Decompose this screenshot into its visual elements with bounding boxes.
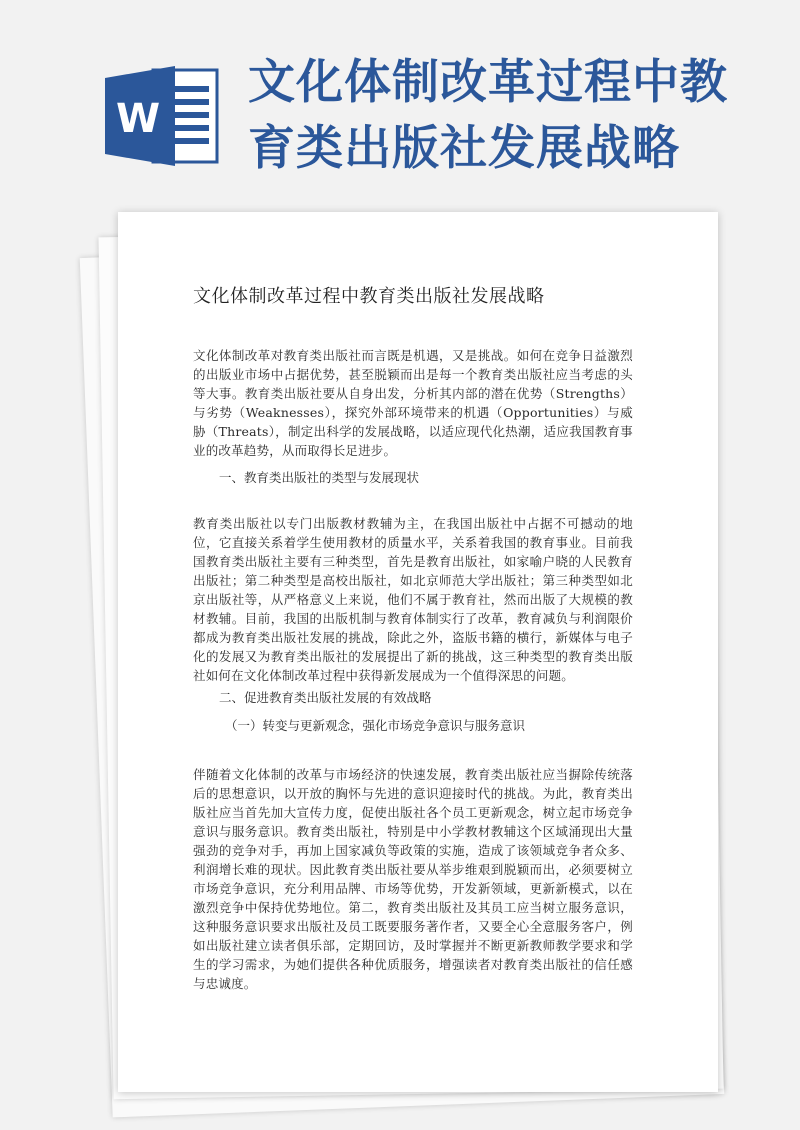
- section-heading-1: 一、教育类出版社的类型与发展现状: [219, 470, 420, 485]
- subsection-heading-1: （一）转变与更新观念，强化市场竞争意识与服务意识: [225, 718, 526, 733]
- paragraph-strategy: 伴随着文化体制的改革与市场经济的快速发展，教育类出版社应当摒除传统落后的思想意识，以开放的胸怀与先进的意识迎接时代的挑战。为此，教育类出版社应当首先加大宣传力度，促使出版社各个员工更新观念，树立起市场竞争意识与服务意识。教育类出版社，特别是中小学教材教辅这个区域涌现出大量强劲的竞争对手，再加上国家减负等政策的实施，造成了该领域竞争者众多、利润增长难的现状。因此教育类出版社要从举步维艰到脱颖而出，必须要树立市场竞争意识，充分利用品牌、市场等优势，开发新领域，更新新模式，以在激烈竞争中保持优势地位。第二，教育类出版社及其员工应当树立服务意识，这种服务意识要求出版社及员工既要服务著作者，又要全心全意服务客户，例如出版社建立读者俱乐部，定期回访，及时掌握并不断更新教师教学要求和学生的学习需求，为她们提供各种优质服务，增强读者对教育类出版社的信任感与忠诚度。: [193, 767, 633, 991]
- section-heading-2: 二、促进教育类出版社发展的有效战略: [219, 690, 432, 705]
- banner-title-line1: 文化体制改革过程中教: [248, 55, 728, 110]
- document-title: 文化体制改革过程中教育类出版社发展战略: [193, 286, 545, 307]
- word-logo-letter: W: [115, 96, 161, 142]
- banner-title: [248, 50, 788, 182]
- banner-title-line2: 育类出版社发展战略: [248, 121, 680, 176]
- paragraph-types: 教育类出版社以专门出版教材教辅为主，在我国出版社中占据不可撼动的地位，它直接关系着学生使用教材的质量水平，关系着我国的教育事业。目前我国教育类出版社主要有三种类型，首先是教育出版社，如家喻户晓的人民教育出版社；第二种类型是高校出版社，如北京师范大学出版社；第三种类型如北京出版社等，从严格意义上来说，他们不属于教育社，然而出版了大规模的教材教辅。目前，我国的出版机制与教育体制实行了改革，教育减负与利润限价都成为教育类出版社发展的挑战，除此之外，盗版书籍的横行，新媒体与电子化的发展又为教育类出版社的发展提出了新的挑战，这三种类型的教育类出版社如何在文化体制改革过程中获得新发展成为一个值得深思的问题。: [193, 516, 633, 683]
- paragraph-intro: 文化体制改革对教育类出版社而言既是机遇，又是挑战。如何在竞争日益激烈的出版业市场中占据优势，甚至脱颖而出是每一个教育类出版社应当考虑的头等大事。教育类出版社要从自身出发，分析其内部的潜在优势（Strengths）与劣势（Weaknesses），探究外部环境带来的机遇（Opportunities）与威胁（Threats），制定出科学的发展战略，以适应现代化热潮，适应我国教育事业的改革趋势，从而取得长足进步。: [193, 348, 633, 458]
- word-document-icon: [105, 66, 220, 166]
